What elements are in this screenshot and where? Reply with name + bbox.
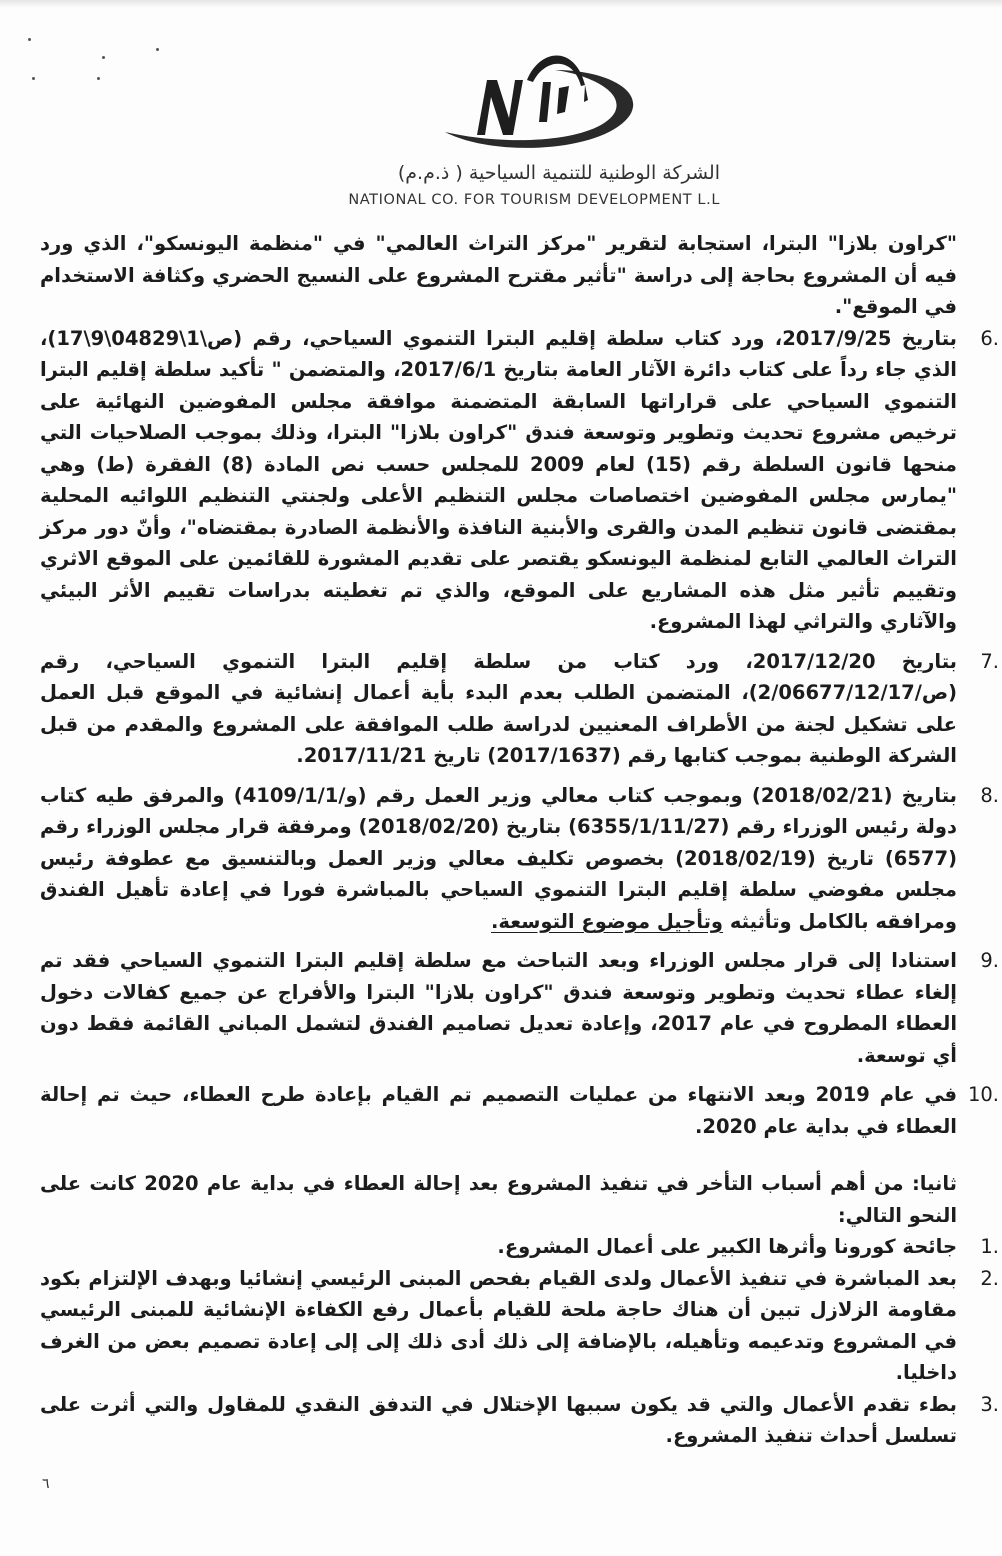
scan-speck (156, 48, 159, 51)
delay-reason-2 (40, 1263, 999, 1389)
list-item-text (40, 780, 957, 938)
intro-continuation: "كراون بلازا" البترا، استجابة لتقرير "مركز التراث العالمي" في "منظمة اليونسكو"، الذي ورد فيه أن المشروع بحاجة إلى دراسة "تأثير مقترح المشروع على النسيج الحضري وكثافة الاستخدام في الموقع". (40, 232, 957, 318)
scan-speck (102, 56, 105, 59)
list-number: 7. (980, 649, 999, 673)
list-item-text: بعد المباشرة في تنفيذ الأعمال ولدى القيام بفحص المبنى الرئيسي إنشائيا وبهدف الإلتزام بكود مقاومة الزلازل تبين أن هناك حاجة ملحة للقيام بأعمال رفع الكفاءة الإنشائية للمبنى الرئيسي في المشروع وتدعيمه وتأهيله، بالإضافة إلى ذلك أدى ذلك إلى إلى إعادة تصميم بعض من الغرف داخليا. (40, 1266, 957, 1384)
scan-edge (0, 0, 1002, 8)
scan-speck (28, 38, 31, 41)
delay-reason-3 (40, 1389, 999, 1452)
delay-reason-1 (40, 1231, 999, 1263)
page-number: ٦ (42, 1476, 50, 1492)
list-number: 9. (980, 949, 999, 972)
list-item-text: بتاريخ 2017/12/20، ورد كتاب من سلطة إقليم البترا التنموي السياحي، رقم (ص/2/06677/12/17)، المتضمن الطلب بعدم البدء بأية أعمال إنشائية في الموقع قبل العمل على تشكيل لجنة من الأطراف المعنيين لدراسة طلب الموافقة على المشروع والمقدم من قبل الشركة الوطنية بموجب كتابها رقم (2017/1637) تاريخ 2017/11/21. (40, 649, 958, 767)
list-item-9 (40, 945, 999, 1071)
list-item-8 (40, 780, 999, 938)
list-number: 10. (967, 1083, 999, 1106)
list-number: 2. (980, 1266, 999, 1290)
list-item-text: في عام 2019 وبعد الانتهاء من عمليات التصميم تم القيام بإعادة طرح العطاء، حيث تم إحالة العطاء في بداية عام 2020. (40, 1083, 957, 1138)
underlined-emphasis: وتأجيل موضوع التوسعة. (490, 909, 724, 933)
list-item-7 (40, 646, 999, 772)
scan-speck (32, 77, 35, 80)
list-item-10 (40, 1079, 999, 1142)
company-name-english: NATIONAL CO. FOR TOURISM DEVELOPMENT L.L (348, 192, 720, 208)
scan-speck (97, 77, 100, 80)
list-number: 8. (980, 783, 999, 807)
list-item-text-main: بتاريخ (2018/02/21) وبموجب كتاب معالي وزير العمل رقم (و/4109/1/1) والمرفق طيه كتاب دولة رئيس الوزراء رقم (6355/1/11/27) بتاريخ (2018/02/20) ومرفقة قرار مجلس الوزراء رقم (6577) تاريخ (2018/02/19) بخصوص تكليف معالي وزير العمل وبالتنسيق مع عطوفة رئيس مجلس مفوضي سلطة إقليم البترا التنموي السياحي بالمباشرة فورا في إعادة تأهيل الفندق ومرافقه بالكامل وتأثيثه (40, 783, 957, 933)
list-item-text: استنادا إلى قرار مجلس الوزراء وبعد التباحث مع سلطة إقليم البترا التنموي السياحي فقد تم إلغاء عطاء تحديث وتطوير وتوسعة فندق "كراون بلازا" البترا والأفراج عن جميع كفالات دخول العطاء المطروح في عام 2017، وإعادة تعديل تصاميم الفندق لتشمل المباني القائمة فقط دون أي توسعة. (40, 949, 958, 1067)
letterhead (330, 40, 730, 215)
list-number: 1. (980, 1235, 999, 1258)
section-two-title: ثانيا: من أهم أسباب التأخر في تنفيذ المشروع بعد إحالة العطاء في بداية عام 2020 كانت على النحو التالي: (40, 1172, 957, 1227)
list-item-6 (40, 323, 999, 638)
list-number: 6. (980, 326, 999, 350)
ntd-logo-icon (435, 40, 645, 155)
list-item-text: جائحة كورونا وأثرها الكبير على أعمال المشروع. (497, 1235, 957, 1258)
company-name-arabic: الشركة الوطنية للتنمية السياحية ( ذ.م.م) (397, 162, 720, 184)
list-item-text: بتاريخ 2017/9/25، ورد كتاب سلطة إقليم البترا التنموي السياحي، رقم (ص\1\04829\9\17)، الذي جاء رداً على كتاب دائرة الآثار العامة بتاريخ 2017/6/1، والمتضمن " تأكيد سلطة إقليم البترا التنموي السياحي على قراراتها السابقة المتضمنة موافقة مجلس المفوضين النهائية على ترخيص مشروع تحديث وتطوير وتوسعة فندق "كراون بلازا" البترا، وذلك بموجب الصلاحيات التي منحها قانون السلطة رقم (15) لعام 2009 للمجلس حسب نص المادة (8) الفقرة (ط) وهي "يمارس مجلس المفوضين اختصاصات مجلس التنظيم الأعلى ولجنتي التنظيم اللوائيه المحلية بمقتضى قانون تنظيم المدن والقرى والأبنية النافذة والأنظمة الصادرة بمقتضاه"، وأنّ دور مركز التراث العالمي التابع لمنظمة اليونسكو يقتصر على تقديم المشورة للقائمين على الموقع الاثري وتقييم تأثير مثل هذه المشاريع على الموقع، والذي تم تغطيته بدراسات تقييم الأثر البيئي والآثاري والتراثي لهذا المشروع. (40, 326, 958, 633)
document-body (40, 228, 999, 1452)
list-number: 3. (980, 1392, 999, 1416)
list-item-text: بطء تقدم الأعمال والتي قد يكون سببها الإختلال في التدفق النقدي للمقاول والتي أثرت على تسلسل أحداث تنفيذ المشروع. (40, 1392, 957, 1447)
